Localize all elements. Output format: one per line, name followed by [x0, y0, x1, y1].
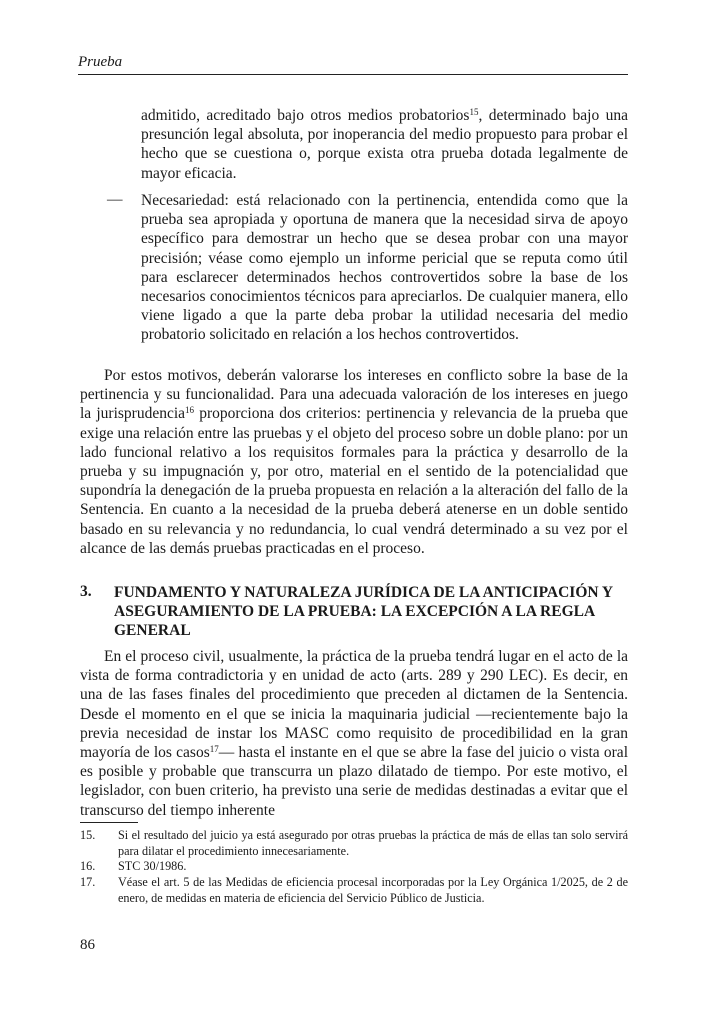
- section-heading: FUNDAMENTO Y NATURALEZA JURÍDICA DE LA ANTICIPACIÓN Y ASEGURAMIENTO DE LA PRUEBA: LA EXCEPCIÓN A LA REGLA GENERAL: [114, 584, 613, 639]
- footnote-text: STC 30/1986.: [118, 859, 187, 873]
- list-item-necesariedad: [141, 191, 628, 345]
- footnote-number: 17.: [80, 875, 96, 889]
- body-paragraph: [80, 366, 628, 558]
- section-number: 3.: [80, 583, 92, 600]
- footnote-divider: [80, 822, 138, 823]
- footnote-number: 15.: [80, 828, 96, 842]
- paragraph-text: En el proceso civil, usualmente, la práctica de la prueba tendrá lugar en el acto de la vista de forma contradictoria y en unidad de acto (arts. 289 y 290 LEC). Es decir, en una de las fases finales del procedimiento que preceden al dictamen de la Sentencia. Desde el momento en el que se inicia la maquinaria judicial —recientemente bajo la previa necesidad de instar los MASC como requisito de procedibilidad en la gran mayoría de los casos: [80, 648, 628, 762]
- paragraph-text: Por estos motivos, deberán valorarse los intereses en conflicto sobre la base de la pertinencia y su funcionalidad. Para una adecuada valoración de los intereses en juego la jurisprudencia: [80, 367, 628, 423]
- page-number: 86: [80, 937, 95, 953]
- list-dash: —: [107, 191, 123, 208]
- paragraph-text: , determinado bajo una presunción legal absoluta, por inoperancia del medio propuesto para probar el hecho que se cuestiona o, porque exista otra prueba dotada legalmente de mayor eficacia.: [141, 107, 628, 182]
- footnote-text: Véase el art. 5 de las Medidas de eficiencia procesal incorporadas por la Ley Orgánica 1/2025, de 2 de enero, de medidas en materia de eficiencia del Servicio Público de Justicia.: [118, 875, 628, 905]
- header-divider: [78, 74, 628, 75]
- running-header: Prueba: [78, 54, 123, 70]
- footnote-ref-17[interactable]: 17: [209, 744, 219, 755]
- footnote-16: [80, 859, 628, 875]
- footnote-number: 16.: [80, 859, 96, 873]
- footnote-ref-16[interactable]: 16: [185, 405, 195, 416]
- continued-paragraph: [141, 106, 628, 183]
- paragraph-text: proporciona dos criterios: pertinencia y relevancia de la prueba que exige una relación entre las pruebas y el objeto del proceso sobre un doble plano: por un lado funcional relativo a los requisitos formales para la práctica y desarrollo de la prueba y su impugnación y, por otro, material en el sentido de la potencialidad que supondría la denegación de la prueba propuesta en relación a la alteración del fallo de la Sentencia. En cuanto a la necesidad de la prueba deberá atenerse en un doble sentido basado en su relevancia y no redundancia, lo cual vendrá determinado a su vez por el alcance de las demás pruebas practicadas en el proceso.: [80, 405, 628, 557]
- list-item-text: Necesariedad: está relacionado con la pertinencia, entendida como que la prueba sea apropiada y oportuna de manera que la necesidad sirva de apoyo específico para demostrar un hecho que se desea probar con una mayor precisión; véase como ejemplo un informe pericial que se reputa como útil para esclarecer determinados hechos controvertidos sobre la base de los necesarios conocimientos técnicos para apreciarlos. De cualquier manera, ello viene ligado a que la parte deba probar la utilidad necesaria del medio probatorio solicitado en relación a los hechos controvertidos.: [141, 192, 628, 344]
- footnote-17: [80, 875, 628, 906]
- footnote-text: Si el resultado del juicio ya está asegurado por otras pruebas la práctica de más de ellas tan solo servirá para dilatar el procedimiento innecesariamente.: [118, 828, 628, 858]
- body-paragraph: [80, 647, 628, 820]
- footnote-ref-15[interactable]: 15: [469, 107, 479, 117]
- paragraph-text: — hasta el instante en el que se abre la fase del juicio o vista oral es posible y probable que transcurra un plazo dilatado de tiempo. Por este motivo, el legislador, con buen criterio, ha previsto una serie de medidas destinadas a evitar que el transcurso del tiempo inherente: [80, 744, 628, 819]
- footnote-15: [80, 828, 628, 859]
- paragraph-text: admitido, acreditado bajo otros medios probatorios: [141, 107, 470, 124]
